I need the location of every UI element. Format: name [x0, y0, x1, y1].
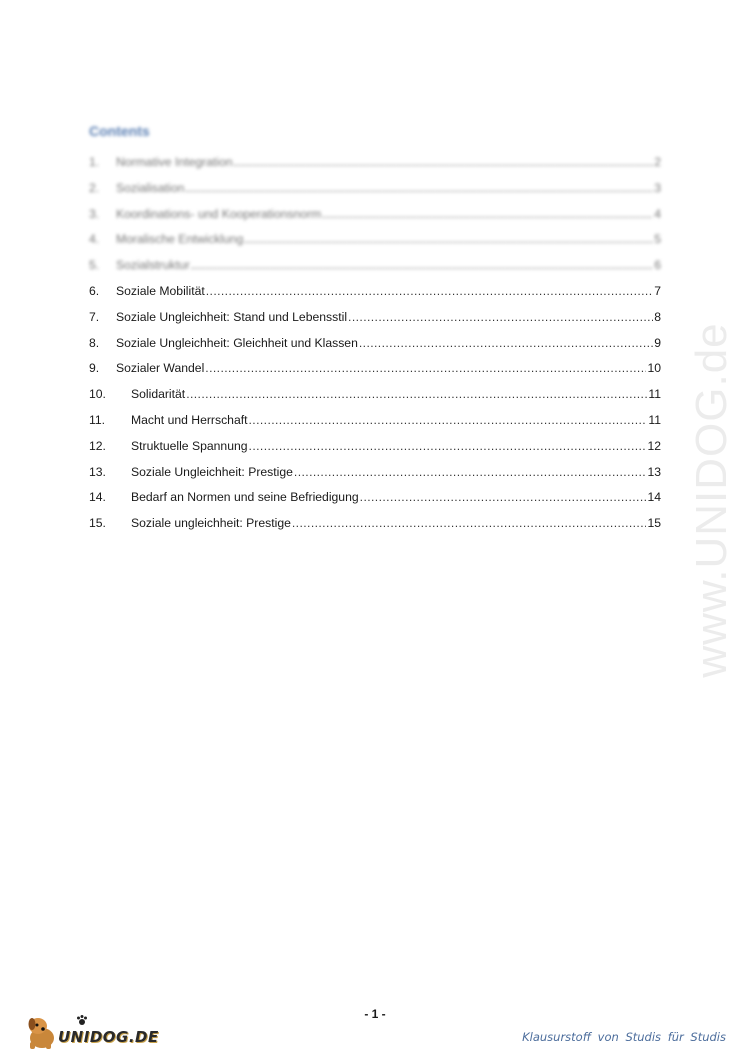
toc-entry[interactable]: [89, 152, 661, 172]
toc-entry-label: Solidarität: [131, 387, 186, 402]
toc-entry-number: 7.: [89, 309, 100, 324]
toc-entry-label: Soziale Ungleichheit: Gleichheit und Klassen: [116, 335, 358, 350]
toc-entry-page: 5: [654, 232, 661, 247]
toc-entry-number: 3.: [89, 206, 100, 221]
toc-entry-page: 7: [654, 284, 661, 298]
toc-dot-leader: [185, 178, 653, 198]
toc-dot-leader: [348, 307, 653, 327]
toc-entry[interactable]: [89, 229, 661, 249]
toc-entry[interactable]: [89, 204, 661, 224]
toc-dot-leader: [186, 384, 647, 404]
toc-entry-label: Moralische Entwicklung: [116, 232, 244, 247]
toc-dot-leader: [206, 281, 653, 301]
toc-entry-page: 10: [647, 361, 661, 376]
toc-entry-number: 5.: [89, 258, 100, 273]
logo-text: UNIDOG.DE: [58, 1028, 159, 1046]
toc-entry-page: 8: [654, 309, 661, 324]
toc-entry-label: Koordinations- und Kooperationsnorm: [116, 206, 322, 221]
toc-entry[interactable]: [89, 410, 661, 430]
toc-entry-label: Soziale ungleichheit: Prestige: [131, 516, 291, 531]
toc-entry-number: 9.: [89, 361, 100, 376]
toc-entry-label: Sozialstruktur: [116, 258, 190, 273]
toc-entry[interactable]: [89, 462, 661, 482]
toc-heading: Contents: [89, 123, 150, 139]
toc-entry-label: Macht und Herrschaft: [131, 413, 248, 427]
toc-entry[interactable]: [89, 513, 661, 533]
toc-entry-label: Soziale Mobilität: [116, 284, 205, 298]
toc-dot-leader: [244, 229, 653, 249]
toc-dot-leader: [205, 358, 646, 378]
toc-entry-label: Normative Integration: [116, 155, 233, 169]
toc-entry-number: 4.: [89, 232, 100, 247]
paw-icon: [76, 1014, 88, 1026]
toc-entry-label: Struktuelle Spannung: [131, 438, 248, 453]
watermark: www.UNIDOG.de: [687, 322, 736, 678]
toc-entry-page: 12: [647, 438, 661, 453]
toc-entry-label: Sozialer Wandel: [116, 361, 205, 376]
toc-entry-page: 9: [654, 335, 661, 350]
toc-entry-number: 10.: [89, 387, 106, 402]
toc-entry-page: 11: [648, 413, 661, 427]
toc-entry-number: 14.: [89, 490, 106, 505]
toc-entry[interactable]: [89, 358, 661, 378]
unidog-logo[interactable]: [24, 1012, 159, 1052]
toc-entry-page: 11: [648, 387, 661, 402]
toc-entry-number: 13.: [89, 464, 106, 479]
toc-entry-page: 14: [647, 490, 661, 505]
toc-dot-leader: [292, 513, 647, 533]
toc-entry-number: 8.: [89, 335, 100, 350]
toc-entry-number: 15.: [89, 516, 106, 531]
toc-entry-page: 15: [647, 516, 661, 531]
toc-dot-leader: [249, 410, 648, 430]
toc-dot-leader: [322, 204, 653, 224]
toc-entry[interactable]: [89, 307, 661, 327]
page-number: - 1 -: [364, 1007, 386, 1021]
toc-entry-page: 4: [654, 206, 661, 221]
toc-entry-number: 1.: [89, 155, 100, 169]
toc-entry[interactable]: [89, 281, 661, 301]
toc-dot-leader: [234, 152, 654, 172]
dog-mascot-icon: [24, 1012, 62, 1052]
toc-entry-label: Bedarf an Normen und seine Befriedigung: [131, 490, 359, 505]
toc-entry-page: 13: [647, 464, 661, 479]
toc-entry-page: 6: [654, 258, 661, 273]
toc-entry-number: 2.: [89, 180, 100, 195]
table-of-contents: [89, 120, 661, 531]
toc-entry[interactable]: [89, 333, 661, 353]
toc-entry-number: 12.: [89, 438, 106, 453]
toc-entry-label: Sozialisation: [116, 180, 185, 195]
toc-dot-leader: [360, 487, 647, 507]
toc-entry[interactable]: [89, 436, 661, 456]
toc-entry[interactable]: [89, 384, 661, 404]
toc-entry[interactable]: [89, 487, 661, 507]
toc-entry[interactable]: [89, 255, 661, 275]
tagline: Klausurstoff von Studis für Studis: [522, 1030, 726, 1044]
toc-entry-page: 2: [654, 155, 661, 169]
toc-dot-leader: [249, 436, 647, 456]
toc-entry-label: Soziale Ungleichheit: Stand und Lebensstil: [116, 309, 348, 324]
toc-entry-number: 6.: [89, 284, 100, 298]
toc-entry-page: 3: [654, 180, 661, 195]
toc-entry[interactable]: [89, 178, 661, 198]
toc-dot-leader: [294, 462, 647, 482]
toc-entry-number: 11.: [89, 413, 106, 427]
toc-dot-leader: [191, 255, 653, 275]
toc-entry-label: Soziale Ungleichheit: Prestige: [131, 464, 293, 479]
toc-dot-leader: [359, 333, 653, 353]
